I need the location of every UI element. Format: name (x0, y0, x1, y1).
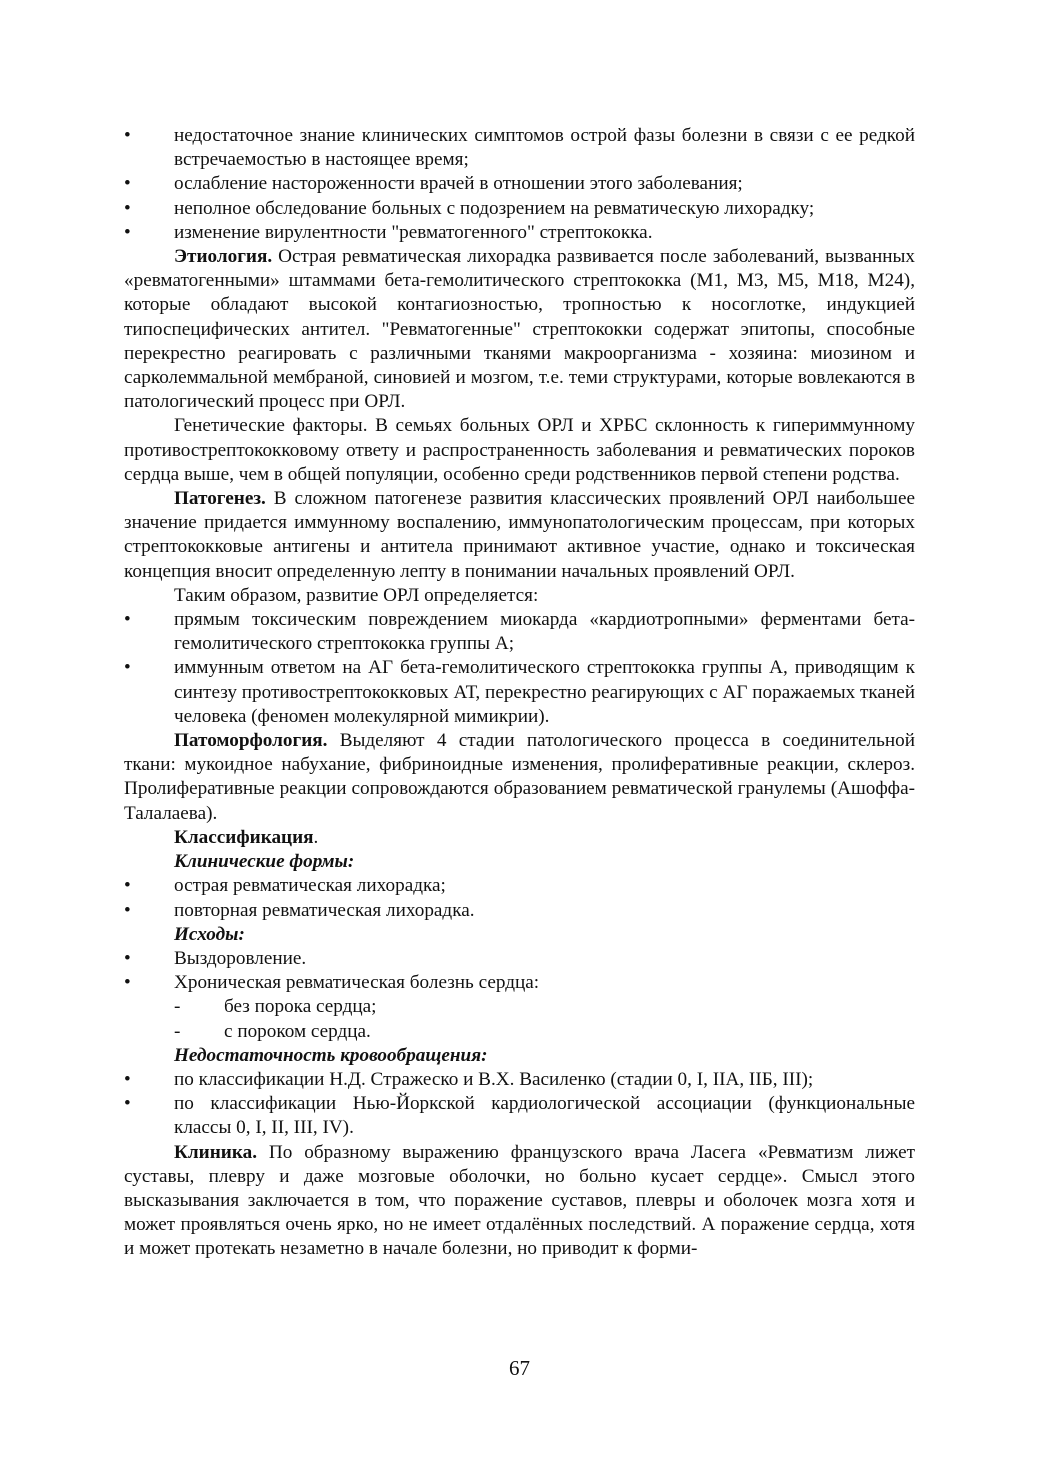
pathomorphology-text: Выделяют 4 стадии патологического процесса в соединительной ткани: мукоидное набухание, фибриноидные изменения, пролиферативные реакции, склероз. Пролиферативные реакции сопровождаются образованием ревматической гранулемы (Ашоффа-Талалаева). (124, 730, 915, 824)
sub-list-item-text: с пороком сердца. (224, 1020, 371, 1042)
thus-paragraph: Таким образом, развитие ОРЛ определяется: (174, 584, 539, 606)
list-item-text: ослабление настороженности врачей в отношении этого заболевания; (174, 173, 743, 195)
clinical-forms-heading: Клинические формы: (174, 851, 355, 873)
pathomorphology-term: Патоморфология. (174, 730, 328, 752)
list-item (124, 899, 915, 923)
page-number: 67 (509, 1356, 530, 1380)
dash-marker: - (174, 996, 181, 1018)
circulatory-failure-heading: Недостаточность кровообращения: (174, 1044, 488, 1066)
list-item (124, 197, 915, 221)
document-page (124, 124, 915, 1262)
bullet-marker: • (124, 1068, 131, 1090)
list-item-text: по классификации Нью-Йоркской кардиологической ассоциации (функциональные классы 0, I, II, III, IV). (174, 1093, 915, 1139)
list-item-text: прямым токсическим повреждением миокарда «кардиотропными» ферментами бета-гемолитического стрептококка группы А; (174, 609, 915, 655)
list-item (124, 1068, 915, 1092)
list-item-text: повторная ревматическая лихорадка. (174, 899, 475, 921)
pathogenesis-term: Патогенез. (174, 488, 266, 510)
dash-marker: - (174, 1020, 181, 1042)
bullet-marker: • (124, 947, 131, 969)
list-item (124, 608, 915, 656)
list-item-text: Выздоровление. (174, 947, 307, 969)
bullet-marker: • (124, 657, 131, 679)
sub-list-item (124, 995, 915, 1019)
list-item-text: по классификации Н.Д. Стражеско и В.Х. Василенко (стадии 0, I, IIА, IIБ, III); (174, 1068, 814, 1090)
list-item-text: неполное обследование больных с подозрением на ревматическую лихорадку; (174, 197, 815, 219)
list-item-text: изменение вирулентности "ревматогенного" стрептококка. (174, 221, 653, 243)
list-item (124, 971, 915, 995)
list-item-text: иммунным ответом на АГ бета-гемолитического стрептококка группы А, приводящим к синтезу противострептококковых АТ, перекрестно реагирующих с АГ поражаемых тканей человека (феномен молекулярной мимикрии). (174, 657, 915, 727)
list-item-text: Хроническая ревматическая болезнь сердца: (174, 972, 540, 994)
outcomes-heading: Исходы: (174, 923, 245, 945)
etiology-paragraph (124, 245, 915, 414)
bullet-marker: • (124, 1093, 131, 1115)
list-item (124, 172, 915, 196)
list-item (124, 221, 915, 245)
etiology-term: Этиология. (174, 246, 273, 268)
bullet-marker: • (124, 899, 131, 921)
etiology-text: Острая ревматическая лихорадка развивается после заболеваний, вызванных «ревматогенными» штаммами бета-гемолитического стрептококка (M1, M3, M5, M18, M24), которые обладают высокой контагиозностью, тропностью к носоглотке, индукцией типоспецифических антител. "Ревматогенные" стрептококки содержат эпитопы, способные перекрестно реагировать с различными тканями макроорганизма - хозяина: миозином и сарколеммальной мембраной, синовией и мозгом, т.е. теми структурами, которые вовлекаются в патологический процесс при ОРЛ. (124, 246, 915, 413)
bullet-marker: • (124, 972, 131, 994)
bullet-marker: • (124, 221, 131, 243)
classification-title: Классификация (174, 826, 314, 848)
pathogenesis-paragraph (124, 487, 915, 584)
clinic-term: Клиника. (174, 1141, 257, 1163)
list-item-text: острая ревматическая лихорадка; (174, 875, 446, 897)
list-item (124, 1092, 915, 1140)
pathogenesis-text: В сложном патогенезе развития классических проявлений ОРЛ наибольшее значение придается иммунному воспалению, иммунопатологическим процессам, при которых стрептококковые антигены и антитела принимают активное участие, однако и токсическая концепция вносит определенную лепту в понимании начальных проявлений ОРЛ. (124, 488, 915, 582)
genetics-paragraph: Генетические факторы. В семьях больных ОРЛ и ХРБС склонность к гипериммунному противострептококковому ответу и распространенность заболевания и ревматических пороков сердца выше, чем в общей популяции, особенно среди родственников первой степени родства. (124, 415, 915, 485)
bullet-marker: • (124, 173, 131, 195)
sub-list-item (124, 1020, 915, 1044)
clinic-text: По образному выражению французского врача Ласега «Ревматизм лижет суставы, плевру и даже мозговые оболочки, но больно кусает сердце». Смысл этого высказывания заключается в том, что поражение суставов, плевры и оболочек мозга хотя и может проявляться очень ярко, но не имеет отдалённых последствий. А поражение сердца, хотя и может протекать незаметно в начале болезни, но приводит к форми- (124, 1141, 915, 1260)
bullet-marker: • (124, 197, 131, 219)
bullet-marker: • (124, 125, 131, 146)
list-item (124, 947, 915, 971)
sub-list-item-text: без порока сердца; (224, 996, 377, 1018)
bullet-marker: • (124, 609, 131, 631)
list-item (124, 656, 915, 729)
classification-title-period: . (313, 826, 319, 848)
list-item (124, 874, 915, 898)
list-item-text: недостаточное знание клинических симптомов острой фазы болезни в связи с ее редкой встречаемостью в настоящее время; (174, 125, 915, 171)
bullet-marker: • (124, 875, 131, 897)
list-item (124, 124, 915, 172)
clinic-paragraph (124, 1141, 915, 1262)
pathomorphology-paragraph (124, 729, 915, 826)
classification-heading (124, 826, 915, 850)
